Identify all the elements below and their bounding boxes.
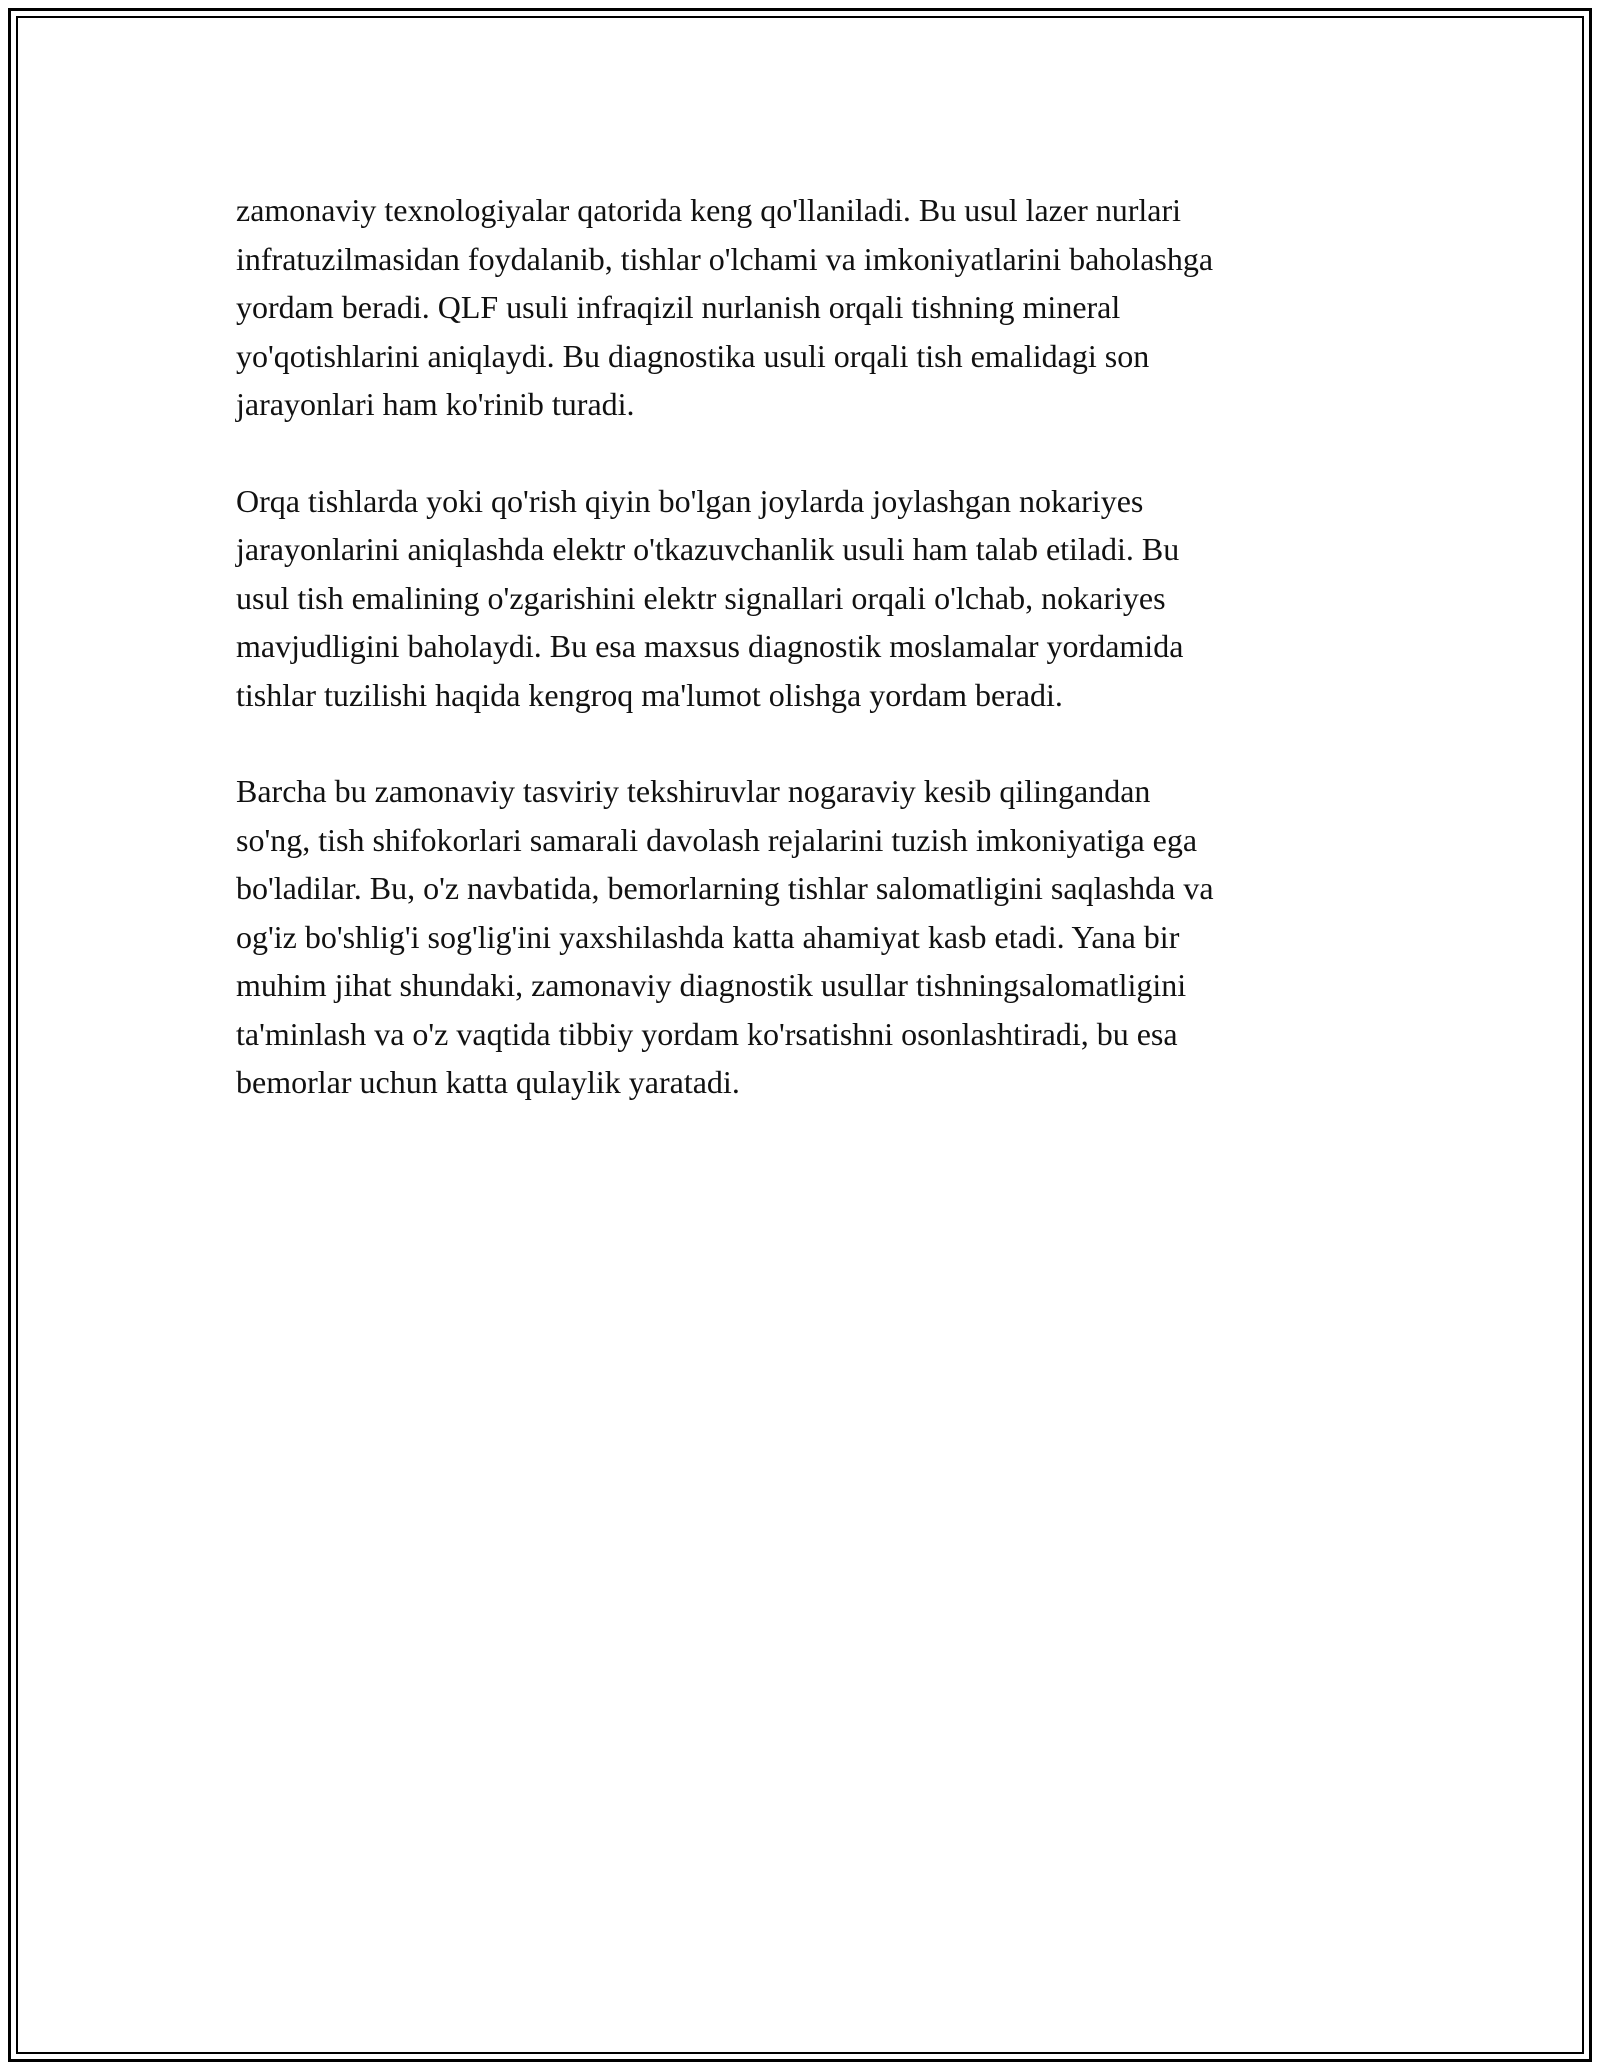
paragraph-3	[236, 767, 1396, 1107]
text-line: jarayonlari ham ko'rinib turadi.	[236, 386, 635, 422]
text-line: yo'qotishlarini aniqlaydi. Bu diagnostika usuli orqali tish emalidagi son	[236, 337, 1150, 374]
text-line: mavjudligini baholaydi. Bu esa maxsus diagnostik moslamalar yordamida	[236, 628, 1184, 664]
text-line: bo'ladilar. Bu, o'z navbatida, bemorlarning tishlar salomatligini saqlashda va	[236, 870, 1214, 906]
text-line: ta'minlash va o'z vaqtida tibbiy yordam ko'rsatishni osonlashtiradi, bu esa	[236, 1015, 1178, 1052]
paragraph-1	[236, 186, 1396, 429]
text-line: Barcha bu zamonaviy tasviriy tekshiruvlar nogaraviy kesib qilingandan	[236, 773, 1151, 809]
text-line: infratuzilmasidan foydalanib, tishlar o'lchami va imkoniyatlarini baholashga	[236, 240, 1214, 277]
document-body	[236, 186, 1396, 1155]
text-line: Orqa tishlarda yoki qo'rish qiyin bo'lgan joylarda joylashgan nokariyes	[236, 482, 1144, 519]
text-line: usul tish emalining o'zgarishini elektr signallari orqali o'lchab, nokariyes	[236, 579, 1166, 616]
text-line: bemorlar uchun katta qulaylik yaratadi.	[236, 1064, 740, 1100]
text-line: zamonaviy texnologiyalar qatorida keng qo'llaniladi. Bu usul lazer nurlari	[236, 192, 1182, 228]
text-line: og'iz bo'shlig'i sog'lig'ini yaxshilashda katta ahamiyat kasb etadi. Yana bir	[236, 918, 1180, 955]
text-line: jarayonlarini aniqlashda elektr o'tkazuvchanlik usuli ham talab etiladi. Bu	[236, 531, 1180, 567]
text-line: tishlar tuzilishi haqida kengroq ma'lumot olishga yordam beradi.	[236, 676, 1063, 713]
text-line: yordam beradi. QLF usuli infraqizil nurlanish orqali tishning mineral	[236, 289, 1121, 325]
text-line: so'ng, tish shifokorlari samarali davolash rejalarini tuzish imkoniyatiga ega	[236, 821, 1198, 858]
text-line: muhim jihat shundaki, zamonaviy diagnostik usullar tishningsalomatligini	[236, 967, 1187, 1003]
paragraph-2	[236, 477, 1396, 720]
